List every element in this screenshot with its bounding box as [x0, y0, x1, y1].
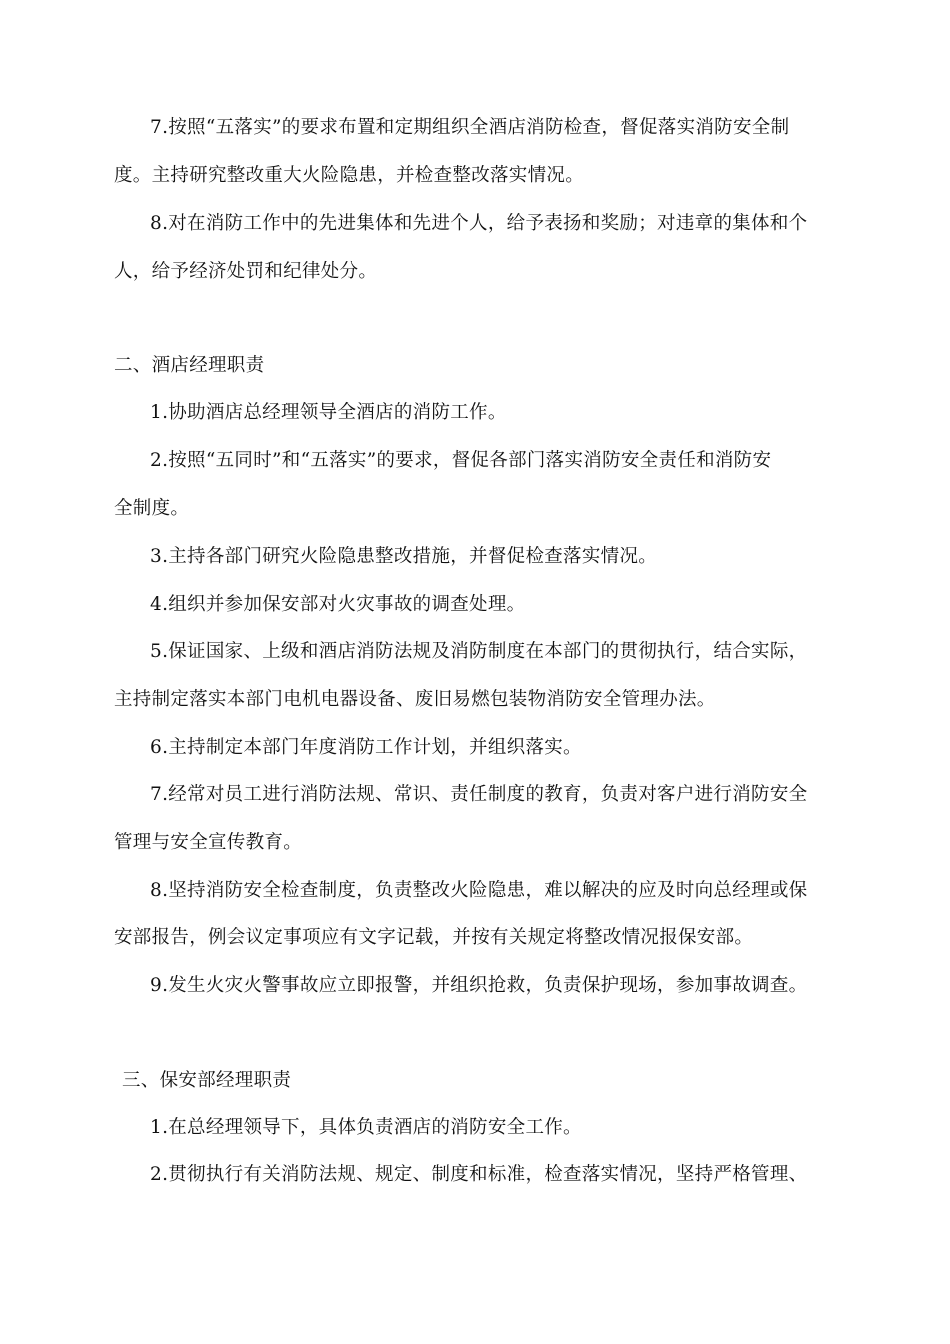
paragraph-line: 主持制定落实本部门电机电器设备、废旧易燃包装物消防安全管理办法。 [114, 689, 716, 710]
paragraph-line: 4.组织并参加保安部对火灾事故的调查处理。 [150, 594, 526, 615]
paragraph-line: 6.主持制定本部门年度消防工作计划，并组织落实。 [150, 737, 582, 758]
section-heading: 二、酒店经理职责 [114, 355, 265, 376]
paragraph-line: 管理与安全宣传教育。 [114, 832, 303, 853]
paragraph-line: 2.按照“五同时”和“五落实”的要求，督促各部门落实消防安全责任和消防安 [150, 450, 772, 471]
paragraph-line: 安部报告，例会议定事项应有文字记载，并按有关规定将整改情况报保安部。 [114, 927, 754, 948]
paragraph-line: 9.发生火灾火警事故应立即报警，并组织抢救，负责保护现场，参加事故调查。 [150, 975, 808, 996]
paragraph-line: 2.贯彻执行有关消防法规、规定、制度和标准，检查落实情况，坚持严格管理、 [150, 1164, 808, 1185]
paragraph-line: 度。主持研究整改重大火险隐患，并检查整改落实情况。 [114, 165, 585, 186]
paragraph-line: 1.协助酒店总经理领导全酒店的消防工作。 [150, 402, 507, 423]
paragraph-line: 5.保证国家、上级和酒店消防法规及消防制度在本部门的贯彻执行，结合实际， [150, 641, 808, 662]
section-heading: 三、保安部经理职责 [122, 1070, 292, 1091]
paragraph-line: 全制度。 [114, 498, 190, 519]
paragraph-line: 8.坚持消防安全检查制度，负责整改火险隐患，难以解决的应及时向总经理或保 [150, 880, 808, 901]
paragraph-line: 8.对在消防工作中的先进集体和先进个人，给予表扬和奖励；对违章的集体和个 [150, 213, 808, 234]
paragraph-line: 3.主持各部门研究火险隐患整改措施，并督促检查落实情况。 [150, 546, 658, 567]
paragraph-line: 1.在总经理领导下，具体负责酒店的消防安全工作。 [150, 1117, 582, 1138]
paragraph-line: 7.按照“五落实”的要求布置和定期组织全酒店消防检查，督促落实消防安全制 [150, 117, 790, 138]
paragraph-line: 人，给予经济处罚和纪律处分。 [114, 261, 378, 282]
paragraph-line: 7.经常对员工进行消防法规、常识、责任制度的教育，负责对客户进行消防安全 [150, 784, 808, 805]
